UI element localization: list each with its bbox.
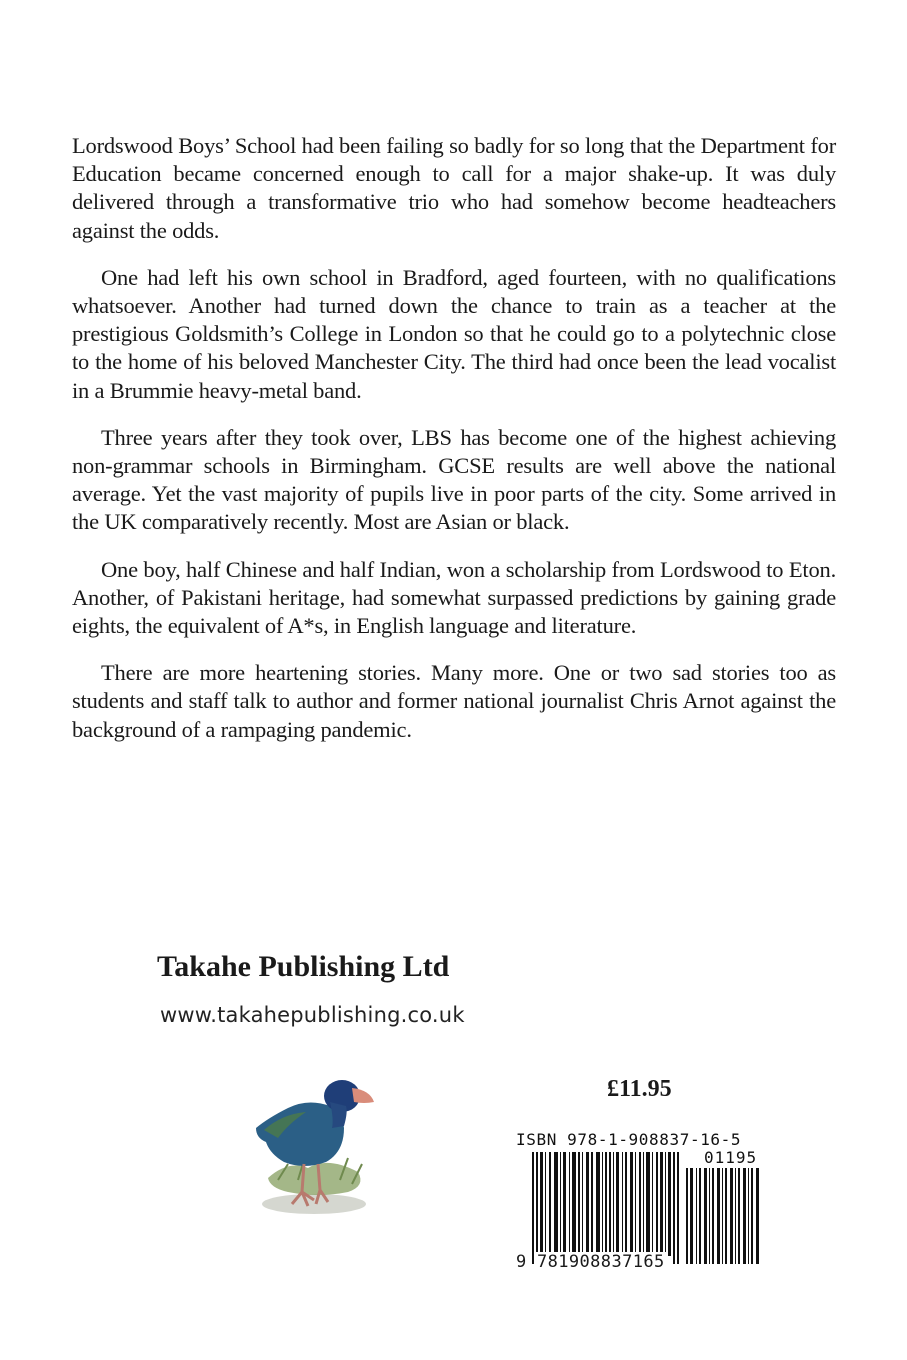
blurb-paragraph-4: One boy, half Chinese and half Indian, won a scholarship from Lordswood to Eton. Another, of Pakistani heritage, had somewhat surpassed predictions by gaining grade eights, the equivalent of A*s, in English language and literature. <box>72 556 836 639</box>
addon-code: 01195 <box>704 1148 758 1167</box>
price: £11.95 <box>607 1076 672 1102</box>
ean-first-digit: 9 <box>516 1252 527 1272</box>
isbn-barcode <box>516 1130 772 1280</box>
publisher-url: www.takahepublishing.co.uk <box>160 1003 465 1027</box>
blurb-paragraph-5: There are more heartening stories. Many more. One or two sad stories too as students and staff talk to author and former national journalist Chris Arnot against the background of a rampaging pandemic. <box>72 660 836 742</box>
blurb-paragraph-3: Three years after they took over, LBS has become one of the highest achieving non-grammar schools in Birmingham. GCSE results are well above the national average. Yet the vast majority of pupils live in poor parts of the city. Some arrived in the UK comparatively recently. Most are Asian or black. <box>72 424 836 535</box>
publisher-name: Takahe Publishing Ltd <box>157 950 450 983</box>
takahe-bird-icon <box>248 1068 380 1220</box>
ean-barcode-bars <box>532 1152 682 1264</box>
blurb-paragraph-1: Lordswood Boys’ School had been failing so badly for so long that the Department for Education became concerned enough to call for a major shake-up. It was duly delivered through a transformative trio who had somehow become headteachers against the odds. <box>72 133 836 243</box>
blurb-paragraph-2: One had left his own school in Bradford, aged fourteen, with no qualifications whatsoever. Another had turned down the chance to train as a teacher at the prestigious Goldsmith’s College in London so that he could go to a polytechnic close to the home of his beloved Manchester City. The third had once been the lead vocalist in a Brummie heavy-metal band. <box>72 264 836 403</box>
addon-barcode-bars <box>684 1168 764 1264</box>
isbn-label: ISBN 978-1-908837-16-5 <box>516 1130 742 1149</box>
back-cover-blurb <box>72 132 836 763</box>
ean-digits: 781908837165 <box>537 1252 665 1272</box>
